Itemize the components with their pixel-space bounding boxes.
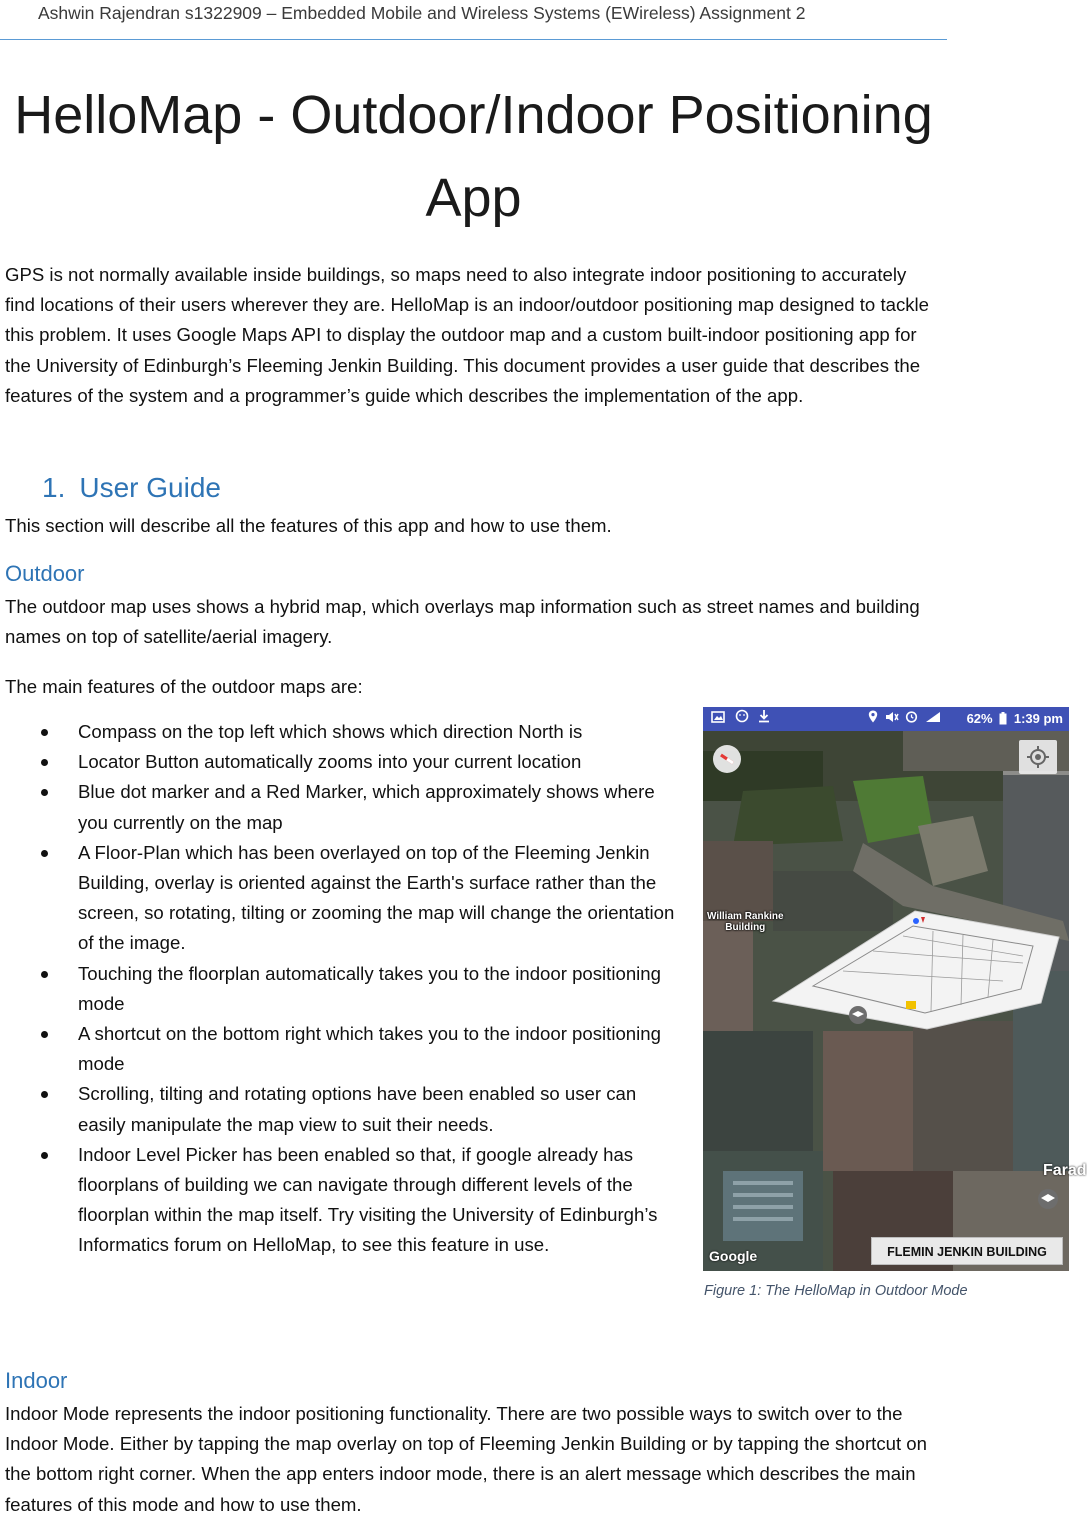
- figure-caption: Figure 1: The HelloMap in Outdoor Mode: [704, 1283, 968, 1299]
- document-title: [0, 74, 947, 240]
- satellite-map[interactable]: [703, 731, 1069, 1271]
- outdoor-feature-list: [38, 717, 678, 1261]
- crosshair-icon: [1019, 740, 1057, 774]
- mute-icon: [885, 711, 899, 723]
- android-status-bar: [703, 707, 1069, 731]
- list-item: Indoor Level Picker has been enabled so that, if google already has floorplans of building we can navigate through different levels of the floorplan within the map itself. Try visiting the University of Edinburgh’s Informatics forum on HelloMap, to see this feature in use.: [38, 1140, 678, 1261]
- google-logo: Google: [709, 1248, 758, 1264]
- map-label-line: Building: [725, 922, 766, 933]
- list-item: Touching the floorplan automatically takes you to the indoor positioning mode: [38, 959, 678, 1019]
- face-icon: [735, 709, 749, 723]
- indoor-shortcut-button[interactable]: FLEMIN JENKIN BUILDING: [871, 1237, 1063, 1265]
- title-line-1: HelloMap - Outdoor/Indoor Positioning: [14, 85, 933, 145]
- map-label-line: William Rankine: [707, 911, 784, 922]
- outdoor-mode-screenshot: [703, 707, 1087, 1271]
- indoor-paragraph: Indoor Mode represents the indoor positioning functionality. There are two possible ways to switch over to the Indoor Mode. Either by tapping the map overlay on top of Fleeming Jenkin Building or by tapping the shortcut on the bottom right corner. When the app enters indoor mode, there is an alert message which describes the main features of this mode and how to use them.: [5, 1403, 927, 1515]
- list-item: Scrolling, tilting and rotating options have been enabled so user can easily manipulate the map view to suit their needs.: [38, 1079, 678, 1139]
- header-rule: [0, 39, 947, 40]
- notification-icons: [711, 707, 770, 731]
- section-number: 1.: [42, 472, 66, 503]
- section-heading-user-guide: [42, 468, 221, 508]
- outdoor-paragraph: The outdoor map uses shows a hybrid map, which overlays map information such as street names and building names on top of satellite/aerial imagery.: [5, 596, 920, 648]
- map-label-faraday: Farad: [1043, 1162, 1087, 1179]
- indoor-heading: Indoor: [5, 1368, 68, 1393]
- status-right: [967, 707, 1063, 731]
- status-time: 1:39 pm: [1013, 711, 1063, 726]
- signal-icon: [925, 711, 941, 723]
- battery-icon: [999, 712, 1007, 725]
- map-label-rankine: [707, 911, 784, 933]
- download-icon: [758, 709, 770, 723]
- location-icon: [868, 710, 878, 723]
- alarm-icon: [905, 710, 918, 723]
- outdoor-heading: Outdoor: [5, 561, 85, 586]
- battery-percent: 62%: [966, 711, 993, 726]
- list-item: Blue dot marker and a Red Marker, which approximately shows where you currently on the map: [38, 777, 678, 837]
- list-item: Locator Button automatically zooms into your current location: [38, 747, 678, 777]
- outdoor-features-intro: The main features of the outdoor maps are:: [5, 676, 363, 697]
- list-item: A shortcut on the bottom right which takes you to the indoor positioning mode: [38, 1019, 678, 1079]
- running-header: Ashwin Rajendran s1322909 – Embedded Mobile and Wireless Systems (EWireless) Assignment 2: [38, 3, 806, 23]
- section-intro: This section will describe all the features of this app and how to use them.: [5, 515, 612, 536]
- image-icon: [711, 711, 725, 723]
- title-line-2: App: [425, 168, 522, 228]
- list-item: Compass on the top left which shows which direction North is: [38, 717, 678, 747]
- locator-button[interactable]: [1019, 740, 1057, 774]
- system-status-icons: [868, 707, 941, 731]
- compass-icon[interactable]: [713, 745, 741, 773]
- list-item: A Floor-Plan which has been overlayed on top of the Fleeming Jenkin Building, overlay is oriented against the Earth's surface rather than the screen, so rotating, tilting or zooming the map will change the orientation of the image.: [38, 838, 678, 959]
- intro-paragraph: GPS is not normally available inside buildings, so maps need to also integrate indoor positioning to accurately find locations of their users wherever they are. HelloMap is an indoor/outdoor positioning map designed to tackle this problem. It uses Google Maps API to display the outdoor map and a custom built-indoor positioning app for the University of Edinburgh’s Fleeming Jenkin Building. This document provides a user guide that describes the features of the system and a programmer’s guide which describes the implementation of the app.: [5, 264, 930, 406]
- section-title: User Guide: [79, 472, 221, 503]
- blue-dot-marker: [913, 918, 919, 924]
